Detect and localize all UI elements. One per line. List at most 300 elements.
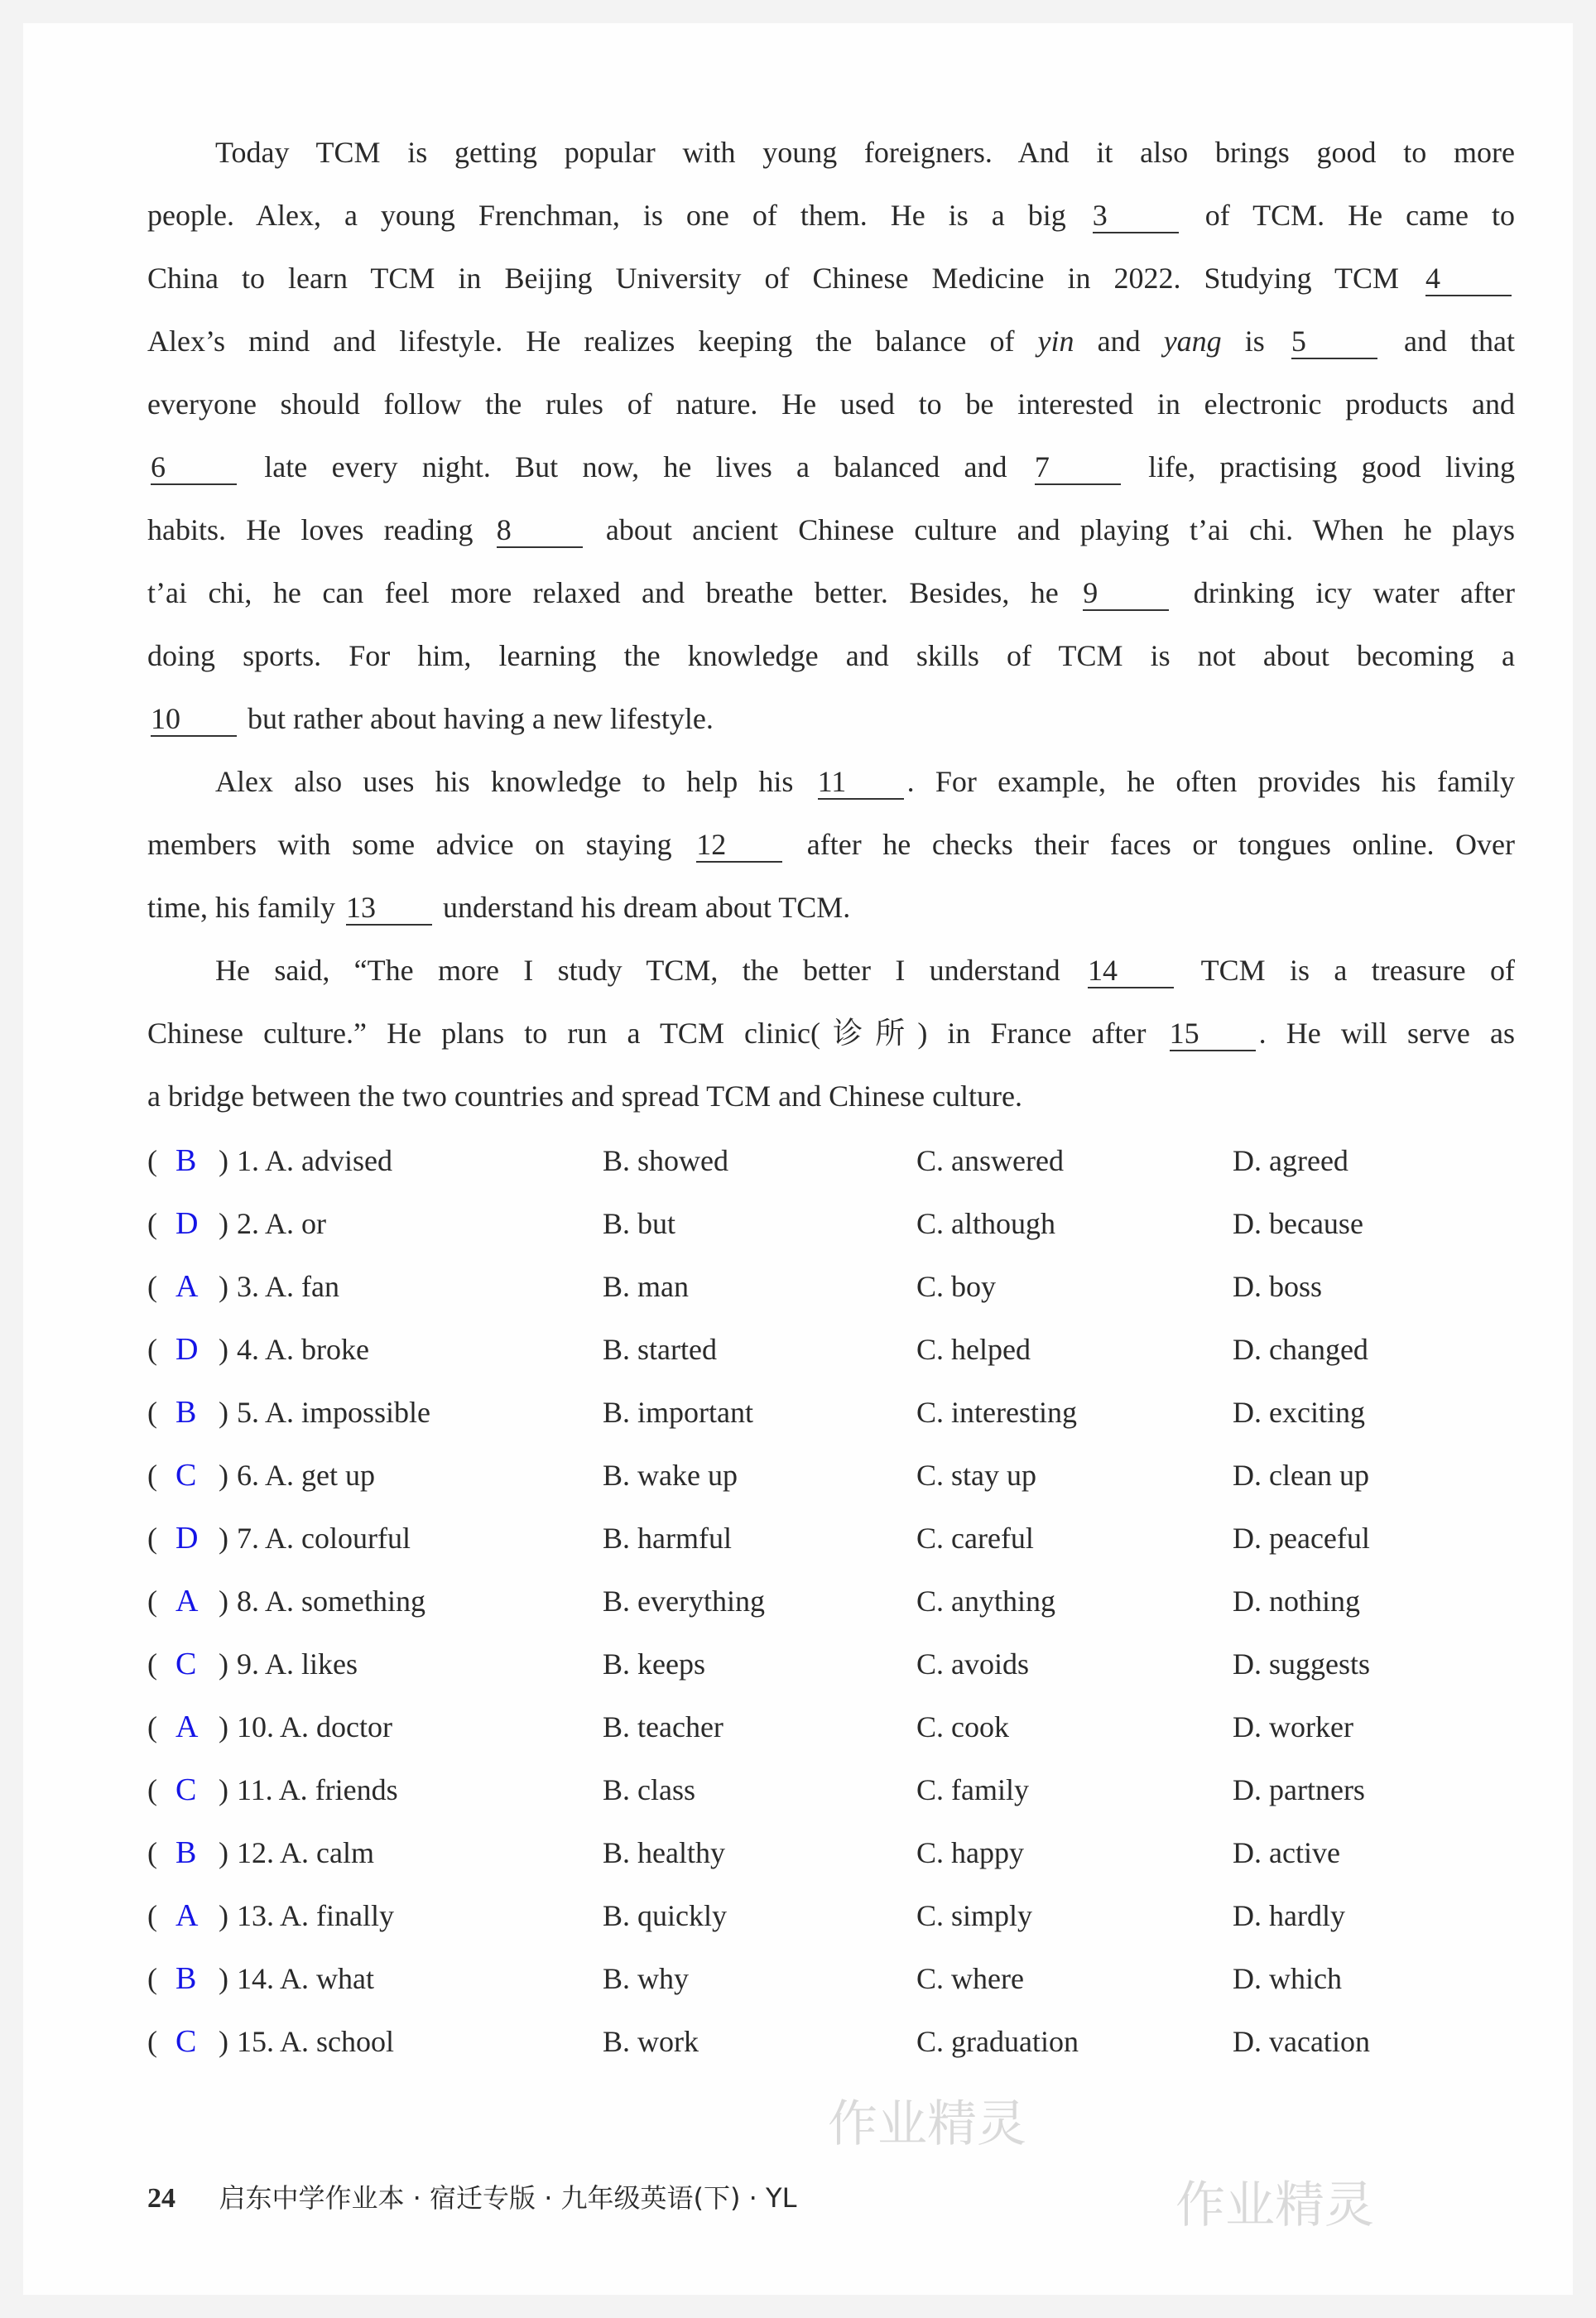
passage-line — [147, 121, 1515, 184]
question-number: 12. — [237, 1836, 274, 1869]
option-letter: D. — [1233, 1962, 1262, 1995]
question-row — [147, 1695, 1515, 1758]
option-b — [603, 1884, 916, 1947]
paren-close: ) — [219, 1836, 228, 1869]
option-letter: C. — [916, 2025, 945, 2058]
paren-open-cell — [147, 1884, 175, 1947]
option-b — [603, 1633, 916, 1695]
passage-line — [147, 435, 1515, 498]
option-letter: C. — [916, 1710, 945, 1743]
option-letter: B. — [603, 1459, 631, 1492]
option-letter: C. — [916, 1899, 945, 1932]
cloze-passage — [147, 121, 1515, 1128]
answer-cell — [175, 1758, 219, 1821]
option-text: friends — [315, 1773, 398, 1806]
option-letter: A. — [278, 1773, 308, 1806]
blank-13: 13 — [346, 891, 432, 926]
question-row — [147, 1633, 1515, 1695]
passage-line — [147, 876, 1515, 939]
option-letter: B. — [603, 1899, 631, 1932]
answer-letter: D — [175, 1521, 199, 1556]
option-text: boss — [1269, 1270, 1323, 1303]
option-c — [916, 1633, 1233, 1695]
option-text: answered — [951, 1144, 1064, 1177]
option-text: hardly — [1269, 1899, 1345, 1932]
passage-text: life, practising good living — [1123, 450, 1515, 483]
blank-6: 6 — [151, 450, 237, 485]
option-text: partners — [1269, 1773, 1365, 1806]
passage-line — [147, 498, 1515, 561]
passage-text: China to learn TCM in Beijing University of Chinese Medicine in 2022. Studying TCM — [147, 262, 1422, 295]
answer-cell — [175, 2010, 219, 2073]
passage-text: about ancient Chinese culture and playing t’ai chi. When he plays — [585, 513, 1515, 546]
option-text: or — [301, 1207, 327, 1240]
option-letter: D. — [1233, 1647, 1262, 1681]
passage-text: is — [1221, 325, 1288, 358]
blank-15: 15 — [1170, 1017, 1256, 1051]
watermark: 作业精灵 — [1175, 2176, 1374, 2234]
answer-options — [147, 1129, 1515, 2073]
italic-term: yang — [1163, 325, 1222, 358]
option-letter: A. — [280, 1710, 310, 1743]
option-letter: C. — [916, 1144, 945, 1177]
question-row — [147, 1192, 1515, 1255]
paren-close-cell — [219, 1129, 237, 1192]
option-text: get up — [301, 1459, 375, 1492]
option-a — [237, 2010, 603, 2073]
question-number: 8. — [237, 1585, 259, 1618]
answer-cell — [175, 1318, 219, 1381]
passage-text: people. Alex, a young Frenchman, is one of them. He is a big — [147, 199, 1089, 232]
option-letter: A. — [280, 2025, 310, 2058]
option-text: advised — [301, 1144, 392, 1177]
question-number: 1. — [237, 1144, 259, 1177]
option-text: stay up — [951, 1459, 1037, 1492]
option-c — [916, 1821, 1233, 1884]
option-letter: A. — [280, 1836, 310, 1869]
passage-text: t’ai chi, he can feel more relaxed and breathe better. Besides, he — [147, 576, 1080, 609]
option-b — [603, 1695, 916, 1758]
option-c — [916, 1444, 1233, 1507]
passage-text: Today TCM is getting popular with young foreigners. And it also brings good to more — [215, 136, 1515, 169]
paren-close: ) — [219, 1773, 228, 1806]
option-text: exciting — [1269, 1396, 1365, 1429]
option-text: active — [1269, 1836, 1340, 1869]
italic-term: yin — [1037, 325, 1074, 358]
paren-close-cell — [219, 1695, 237, 1758]
answer-letter: D — [175, 1206, 199, 1241]
paren-close: ) — [219, 2025, 228, 2058]
question-number: 6. — [237, 1459, 259, 1492]
option-a — [237, 1318, 603, 1381]
blank-8: 8 — [497, 513, 583, 548]
paren-close: ) — [219, 1710, 228, 1743]
paren-close-cell — [219, 1884, 237, 1947]
option-b — [603, 1758, 916, 1821]
option-text: keeps — [637, 1647, 705, 1681]
option-text: class — [637, 1773, 695, 1806]
option-letter: D. — [1233, 1585, 1262, 1618]
option-text: because — [1269, 1207, 1363, 1240]
option-b — [603, 1255, 916, 1318]
option-letter: D. — [1233, 1396, 1262, 1429]
passage-text: time, his family — [147, 891, 343, 924]
blank-11: 11 — [818, 765, 904, 800]
paren-open-cell — [147, 1507, 175, 1570]
answer-cell — [175, 1444, 219, 1507]
option-text: calm — [316, 1836, 374, 1869]
option-text: wake up — [637, 1459, 738, 1492]
option-letter: C. — [916, 1585, 945, 1618]
option-letter: C. — [916, 1459, 945, 1492]
option-text: finally — [316, 1899, 394, 1932]
option-letter: D. — [1233, 1710, 1262, 1743]
paren-open: ( — [147, 1270, 157, 1303]
paren-close: ) — [219, 1270, 228, 1303]
passage-line — [147, 373, 1515, 435]
paren-open: ( — [147, 1144, 157, 1177]
passage-line — [147, 687, 1515, 750]
option-a — [237, 1633, 603, 1695]
option-a — [237, 1129, 603, 1192]
question-number: 15. — [237, 2025, 274, 2058]
option-text: everything — [637, 1585, 765, 1618]
option-d — [1233, 1633, 1515, 1695]
paren-open-cell — [147, 1695, 175, 1758]
option-letter: B. — [603, 2025, 631, 2058]
blank-14: 14 — [1088, 954, 1174, 988]
option-letter: C. — [916, 1270, 945, 1303]
option-letter: B. — [603, 1144, 631, 1177]
option-text: likes — [301, 1647, 358, 1681]
option-a — [237, 1758, 603, 1821]
option-a — [237, 1255, 603, 1318]
paren-close-cell — [219, 1444, 237, 1507]
blank-3: 3 — [1093, 199, 1179, 233]
option-text: but — [637, 1207, 676, 1240]
option-text: agreed — [1269, 1144, 1348, 1177]
option-d — [1233, 1318, 1515, 1381]
paren-close: ) — [219, 1333, 228, 1366]
paren-open-cell — [147, 1633, 175, 1695]
option-text: careful — [951, 1522, 1034, 1555]
answer-cell — [175, 1129, 219, 1192]
option-text: work — [637, 2025, 699, 2058]
option-text: healthy — [637, 1836, 725, 1869]
watermark: 作业精灵 — [828, 2095, 1026, 2153]
paren-open: ( — [147, 1522, 157, 1555]
option-letter: B. — [603, 1333, 631, 1366]
paren-close-cell — [219, 1821, 237, 1884]
option-d — [1233, 1758, 1515, 1821]
answer-letter: A — [175, 1898, 199, 1933]
option-letter: B. — [603, 1647, 631, 1681]
question-number: 7. — [237, 1522, 259, 1555]
option-letter: D. — [1233, 2025, 1262, 2058]
paren-open: ( — [147, 1836, 157, 1869]
answer-cell — [175, 1570, 219, 1633]
option-text: school — [316, 2025, 395, 2058]
answer-letter: C — [175, 1458, 197, 1493]
option-letter: B. — [603, 1710, 631, 1743]
paren-close: ) — [219, 1396, 228, 1429]
paren-close: ) — [219, 1459, 228, 1492]
option-text: showed — [637, 1144, 729, 1177]
option-letter: A. — [265, 1647, 295, 1681]
option-text: broke — [301, 1333, 369, 1366]
passage-line — [147, 750, 1515, 813]
answer-cell — [175, 1947, 219, 2010]
passage-line — [147, 624, 1515, 687]
paren-open-cell — [147, 1947, 175, 2010]
option-d — [1233, 1884, 1515, 1947]
option-c — [916, 1381, 1233, 1444]
option-b — [603, 1570, 916, 1633]
option-text: teacher — [637, 1710, 723, 1743]
option-letter: A. — [265, 1396, 295, 1429]
option-c — [916, 1947, 1233, 2010]
option-d — [1233, 1381, 1515, 1444]
option-letter: D. — [1233, 1144, 1262, 1177]
paren-open: ( — [147, 1585, 157, 1618]
answer-letter: B — [175, 1961, 197, 1996]
answer-cell — [175, 1633, 219, 1695]
paren-open: ( — [147, 1647, 157, 1681]
option-letter: D. — [1233, 1207, 1262, 1240]
option-text: interesting — [951, 1396, 1077, 1429]
passage-text: members with some advice on staying — [147, 828, 694, 861]
answer-cell — [175, 1192, 219, 1255]
option-letter: B. — [603, 1962, 631, 1995]
option-letter: D. — [1233, 1899, 1262, 1932]
option-a — [237, 1192, 603, 1255]
option-letter: C. — [916, 1522, 945, 1555]
answer-cell — [175, 1255, 219, 1318]
answer-cell — [175, 1381, 219, 1444]
option-text: quickly — [637, 1899, 727, 1932]
option-d — [1233, 1821, 1515, 1884]
option-text: cook — [951, 1710, 1009, 1743]
paren-open: ( — [147, 1396, 157, 1429]
option-letter: D. — [1233, 1333, 1262, 1366]
paren-open: ( — [147, 1710, 157, 1743]
option-letter: A. — [265, 1207, 295, 1240]
passage-text: late every night. But now, he lives a balanced and — [240, 450, 1031, 483]
option-text: happy — [951, 1836, 1024, 1869]
passage-line — [147, 1065, 1515, 1128]
option-letter: A. — [280, 1899, 310, 1932]
paren-close: ) — [219, 1899, 228, 1932]
paren-close-cell — [219, 1318, 237, 1381]
option-d — [1233, 1444, 1515, 1507]
page-footer — [147, 2177, 796, 2215]
blank-7: 7 — [1035, 450, 1121, 485]
option-letter: C. — [916, 1207, 945, 1240]
question-number: 5. — [237, 1396, 259, 1429]
option-a — [237, 1947, 603, 2010]
question-row — [147, 1758, 1515, 1821]
answer-letter: A — [175, 1269, 199, 1304]
question-row — [147, 1255, 1515, 1318]
paren-open-cell — [147, 1758, 175, 1821]
book-title: 启东中学作业本 · 宿迁专版 · 九年级英语(下) · YL — [219, 2182, 797, 2214]
option-c — [916, 1884, 1233, 1947]
option-b — [603, 1129, 916, 1192]
paren-open: ( — [147, 1459, 157, 1492]
passage-text: Alex also uses his knowledge to help his — [215, 765, 815, 798]
option-c — [916, 1570, 1233, 1633]
option-letter: B. — [603, 1836, 631, 1869]
option-text: which — [1269, 1962, 1342, 1995]
paren-open: ( — [147, 1899, 157, 1932]
passage-text: TCM is a treasure of — [1176, 954, 1516, 987]
passage-line — [147, 310, 1515, 373]
option-letter: B. — [603, 1270, 631, 1303]
question-row — [147, 1947, 1515, 2010]
question-row — [147, 1444, 1515, 1507]
blank-5: 5 — [1291, 325, 1377, 359]
option-d — [1233, 1947, 1515, 2010]
passage-text: a bridge between the two countries and spread TCM and Chinese culture. — [147, 1080, 1023, 1113]
question-row — [147, 1129, 1515, 1192]
answer-letter: C — [175, 1772, 197, 1807]
paren-open-cell — [147, 1444, 175, 1507]
option-b — [603, 1381, 916, 1444]
paren-close-cell — [219, 2010, 237, 2073]
option-text: although — [951, 1207, 1055, 1240]
question-number: 4. — [237, 1333, 259, 1366]
option-text: man — [637, 1270, 689, 1303]
option-letter: B. — [603, 1585, 631, 1618]
answer-cell — [175, 1695, 219, 1758]
question-row — [147, 1884, 1515, 1947]
option-text: where — [951, 1962, 1024, 1995]
passage-text: Chinese culture.” He plans to run a TCM clinic(诊所) in France after — [147, 1017, 1166, 1050]
paren-close-cell — [219, 1633, 237, 1695]
option-a — [237, 1570, 603, 1633]
option-c — [916, 1758, 1233, 1821]
option-letter: A. — [265, 1522, 295, 1555]
paren-close-cell — [219, 1507, 237, 1570]
passage-text: but rather about having a new lifestyle. — [240, 702, 714, 735]
option-b — [603, 2010, 916, 2073]
option-text: peaceful — [1269, 1522, 1370, 1555]
option-text: changed — [1269, 1333, 1368, 1366]
option-c — [916, 1129, 1233, 1192]
passage-text: doing sports. For him, learning the knowledge and skills of TCM is not about becoming a — [147, 639, 1515, 672]
passage-text: Alex’s mind and lifestyle. He realizes keeping the balance of — [147, 325, 1038, 358]
paren-open: ( — [147, 1962, 157, 1995]
paren-open-cell — [147, 1255, 175, 1318]
option-letter: A. — [265, 1459, 295, 1492]
option-letter: A. — [265, 1585, 295, 1618]
answer-letter: D — [175, 1332, 199, 1367]
question-row — [147, 1381, 1515, 1444]
paren-open: ( — [147, 1333, 157, 1366]
option-c — [916, 1318, 1233, 1381]
question-row — [147, 1821, 1515, 1884]
paren-close-cell — [219, 1255, 237, 1318]
answer-letter: C — [175, 1647, 197, 1681]
passage-text: He said, “The more I study TCM, the better I understand — [215, 954, 1084, 987]
option-text: why — [637, 1962, 690, 1995]
passage-text: after he checks their faces or tongues online. Over — [786, 828, 1515, 861]
option-text: avoids — [951, 1647, 1030, 1681]
option-b — [603, 1192, 916, 1255]
option-letter: C. — [916, 1962, 945, 1995]
option-d — [1233, 1570, 1515, 1633]
option-letter: D. — [1233, 1270, 1262, 1303]
paren-open-cell — [147, 1192, 175, 1255]
option-a — [237, 1444, 603, 1507]
passage-text: everyone should follow the rules of nature. He used to be interested in electronic products and — [147, 387, 1515, 421]
passage-line — [147, 813, 1515, 876]
paren-close: ) — [219, 1585, 228, 1618]
option-b — [603, 1318, 916, 1381]
question-number: 9. — [237, 1647, 259, 1681]
question-number: 2. — [237, 1207, 259, 1240]
paren-open-cell — [147, 1381, 175, 1444]
option-d — [1233, 1695, 1515, 1758]
option-letter: A. — [265, 1333, 295, 1366]
option-text: graduation — [951, 2025, 1079, 2058]
question-row — [147, 1507, 1515, 1570]
paren-close-cell — [219, 1570, 237, 1633]
option-text: clean up — [1269, 1459, 1369, 1492]
question-row — [147, 2010, 1515, 2073]
option-c — [916, 1695, 1233, 1758]
option-letter: A. — [265, 1144, 295, 1177]
option-a — [237, 1507, 603, 1570]
option-text: vacation — [1269, 2025, 1370, 2058]
option-text: family — [951, 1773, 1029, 1806]
option-text: fan — [301, 1270, 339, 1303]
question-number: 11. — [237, 1773, 273, 1806]
passage-text: . He will serve as — [1258, 1017, 1515, 1050]
passage-text: of TCM. He came to — [1181, 199, 1516, 232]
option-text: boy — [951, 1270, 997, 1303]
option-b — [603, 1947, 916, 2010]
option-text: what — [316, 1962, 374, 1995]
option-letter: D. — [1233, 1459, 1262, 1492]
option-text: simply — [951, 1899, 1033, 1932]
blank-12: 12 — [696, 828, 782, 863]
paren-open: ( — [147, 1207, 157, 1240]
option-text: impossible — [301, 1396, 431, 1429]
option-c — [916, 1255, 1233, 1318]
paren-open-cell — [147, 1821, 175, 1884]
question-number: 10. — [237, 1710, 274, 1743]
paren-close-cell — [219, 1947, 237, 2010]
option-d — [1233, 2010, 1515, 2073]
option-text: important — [637, 1396, 753, 1429]
answer-letter: B — [175, 1143, 197, 1178]
question-number: 13. — [237, 1899, 274, 1932]
option-letter: B. — [603, 1396, 631, 1429]
option-d — [1233, 1255, 1515, 1318]
option-letter: D. — [1233, 1522, 1262, 1555]
option-c — [916, 1192, 1233, 1255]
option-text: worker — [1269, 1710, 1353, 1743]
paren-close: ) — [219, 1144, 228, 1177]
paren-close: ) — [219, 1522, 228, 1555]
option-letter: C. — [916, 1773, 945, 1806]
paren-open: ( — [147, 1773, 157, 1806]
paren-open-cell — [147, 1129, 175, 1192]
paren-close: ) — [219, 1207, 228, 1240]
option-text: something — [301, 1585, 426, 1618]
option-letter: C. — [916, 1647, 945, 1681]
